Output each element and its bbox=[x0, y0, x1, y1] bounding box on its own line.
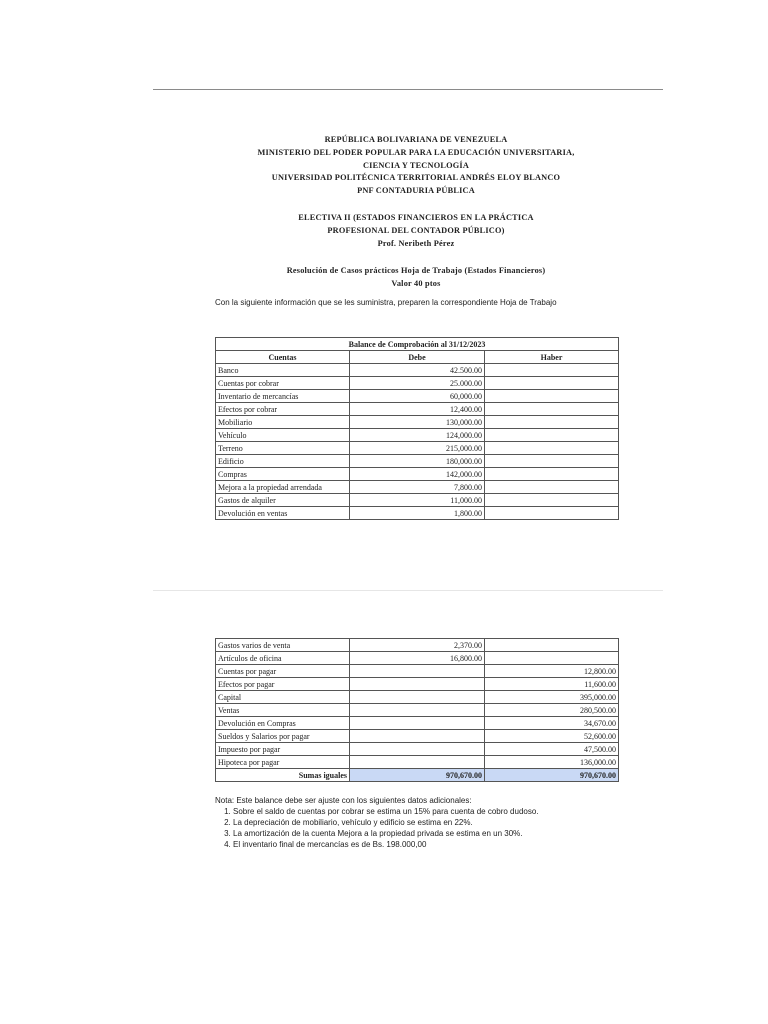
haber-cell bbox=[485, 455, 619, 468]
haber-cell: 52,600.00 bbox=[485, 730, 619, 743]
haber-cell: 34,670.00 bbox=[485, 717, 619, 730]
total-haber: 970,670.00 bbox=[485, 769, 619, 782]
header-line: CIENCIA Y TECNOLOGÍA bbox=[362, 160, 470, 170]
table-row bbox=[216, 455, 619, 468]
adjustment-notes bbox=[215, 795, 635, 850]
note-item: 3. La amortización de la cuenta Mejora a la propiedad privada se estima en un 30%. bbox=[233, 828, 635, 839]
account-cell: Sueldos y Salarios por pagar bbox=[216, 730, 350, 743]
debe-cell: 142,000.00 bbox=[350, 468, 485, 481]
haber-cell bbox=[485, 468, 619, 481]
total-debe: 970,670.00 bbox=[350, 769, 485, 782]
table-row bbox=[216, 390, 619, 403]
table-row bbox=[216, 429, 619, 442]
account-cell: Mejora a la propiedad arrendada bbox=[216, 481, 350, 494]
table-row bbox=[216, 730, 619, 743]
account-cell: Capital bbox=[216, 691, 350, 704]
account-cell: Ventas bbox=[216, 704, 350, 717]
course-line: PROFESIONAL DEL CONTADOR PÚBLICO) bbox=[327, 225, 505, 235]
haber-cell bbox=[485, 639, 619, 652]
debe-cell: 130,000.00 bbox=[350, 416, 485, 429]
header-line: PNF CONTADURIA PÚBLICA bbox=[357, 186, 475, 196]
col-header-cuentas: Cuentas bbox=[216, 351, 350, 364]
debe-cell: 60,000.00 bbox=[350, 390, 485, 403]
table-row bbox=[216, 416, 619, 429]
haber-cell bbox=[485, 494, 619, 507]
account-cell: Artículos de oficina bbox=[216, 652, 350, 665]
professor-name: Prof. Neribeth Pérez bbox=[377, 238, 455, 248]
debe-cell bbox=[350, 730, 485, 743]
note-item: 4. El inventario final de mercancías es de Bs. 198.000,00 bbox=[233, 839, 635, 850]
table-row bbox=[216, 494, 619, 507]
top-divider bbox=[153, 89, 663, 90]
col-header-debe: Debe bbox=[350, 351, 485, 364]
account-cell: Gastos varios de venta bbox=[216, 639, 350, 652]
table-row bbox=[216, 691, 619, 704]
table-row bbox=[216, 704, 619, 717]
table-title: Balance de Comprobación al 31/12/2023 bbox=[216, 338, 619, 351]
haber-cell bbox=[485, 481, 619, 494]
account-cell: Vehículo bbox=[216, 429, 350, 442]
haber-cell: 11,600.00 bbox=[485, 678, 619, 691]
haber-cell bbox=[485, 442, 619, 455]
debe-cell: 7,800.00 bbox=[350, 481, 485, 494]
debe-cell: 1,800.00 bbox=[350, 507, 485, 520]
debe-cell bbox=[350, 678, 485, 691]
account-cell: Hipoteca por pagar bbox=[216, 756, 350, 769]
balance-table-part1 bbox=[215, 337, 619, 520]
haber-cell bbox=[485, 429, 619, 442]
account-cell: Efectos por pagar bbox=[216, 678, 350, 691]
table-row bbox=[216, 377, 619, 390]
header-line: REPÚBLICA BOLIVARIANA DE VENEZUELA bbox=[324, 135, 508, 144]
debe-cell bbox=[350, 743, 485, 756]
table-row bbox=[216, 743, 619, 756]
debe-cell bbox=[350, 691, 485, 704]
header-line: MINISTERIO DEL PODER POPULAR PARA LA EDUCACIÓN UNIVERSITARIA, bbox=[257, 147, 575, 157]
debe-cell: 180,000.00 bbox=[350, 455, 485, 468]
haber-cell bbox=[485, 507, 619, 520]
account-cell: Devolución en ventas bbox=[216, 507, 350, 520]
haber-cell: 395,000.00 bbox=[485, 691, 619, 704]
totals-label: Sumas iguales bbox=[216, 769, 350, 782]
resolution-title: Resolución de Casos prácticos Hoja de Trabajo (Estados Financieros) bbox=[286, 266, 546, 275]
debe-cell bbox=[350, 756, 485, 769]
note-item: 1. Sobre el saldo de cuentas por cobrar se estima un 15% para cuenta de cobro dudoso. bbox=[233, 806, 635, 817]
haber-cell: 136,000.00 bbox=[485, 756, 619, 769]
institution-header bbox=[160, 134, 672, 198]
account-cell: Efectos por cobrar bbox=[216, 403, 350, 416]
haber-cell: 47,500.00 bbox=[485, 743, 619, 756]
balance-table-part2 bbox=[215, 638, 619, 782]
debe-cell bbox=[350, 704, 485, 717]
resolution-value: Valor 40 ptos bbox=[391, 278, 441, 288]
debe-cell bbox=[350, 665, 485, 678]
table-row bbox=[216, 652, 619, 665]
account-cell: Cuentas por cobrar bbox=[216, 377, 350, 390]
account-cell: Compras bbox=[216, 468, 350, 481]
haber-cell: 280,500.00 bbox=[485, 704, 619, 717]
debe-cell bbox=[350, 717, 485, 730]
account-cell: Devolución en Compras bbox=[216, 717, 350, 730]
intro-text: Con la siguiente información que se les suministra, preparen la correspondiente Hoja de Trabajo bbox=[215, 298, 557, 307]
account-cell: Cuentas por pagar bbox=[216, 665, 350, 678]
course-header bbox=[160, 212, 672, 250]
debe-cell: 11,000.00 bbox=[350, 494, 485, 507]
account-cell: Banco bbox=[216, 364, 350, 377]
table-row bbox=[216, 442, 619, 455]
debe-cell: 2,370.00 bbox=[350, 639, 485, 652]
haber-cell bbox=[485, 416, 619, 429]
table-row bbox=[216, 468, 619, 481]
account-cell: Impuesto por pagar bbox=[216, 743, 350, 756]
haber-cell bbox=[485, 403, 619, 416]
col-header-haber: Haber bbox=[485, 351, 619, 364]
account-cell: Mobiliario bbox=[216, 416, 350, 429]
table-row bbox=[216, 403, 619, 416]
table-row bbox=[216, 665, 619, 678]
table-row bbox=[216, 639, 619, 652]
table-row bbox=[216, 481, 619, 494]
debe-cell: 25.000.00 bbox=[350, 377, 485, 390]
page-break-divider bbox=[153, 590, 663, 591]
haber-cell bbox=[485, 652, 619, 665]
account-cell: Inventario de mercancías bbox=[216, 390, 350, 403]
header-line: UNIVERSIDAD POLITÉCNICA TERRITORIAL ANDRÉS ELOY BLANCO bbox=[271, 173, 561, 183]
haber-cell bbox=[485, 377, 619, 390]
debe-cell: 124,000.00 bbox=[350, 429, 485, 442]
table-row bbox=[216, 717, 619, 730]
haber-cell: 12,800.00 bbox=[485, 665, 619, 678]
account-cell: Edificio bbox=[216, 455, 350, 468]
totals-row bbox=[216, 769, 619, 782]
course-line: ELECTIVA II (ESTADOS FINANCIEROS EN LA PRÁCTICA bbox=[298, 213, 534, 222]
table-row bbox=[216, 678, 619, 691]
debe-cell: 16,800.00 bbox=[350, 652, 485, 665]
resolution-header bbox=[160, 265, 672, 291]
account-cell: Gastos de alquiler bbox=[216, 494, 350, 507]
table-row bbox=[216, 364, 619, 377]
table-row bbox=[216, 756, 619, 769]
debe-cell: 42.500.00 bbox=[350, 364, 485, 377]
debe-cell: 12,400.00 bbox=[350, 403, 485, 416]
notes-title: Nota: Este balance debe ser ajuste con los siguientes datos adicionales: bbox=[215, 796, 472, 805]
notes-list bbox=[215, 806, 635, 850]
account-cell: Terreno bbox=[216, 442, 350, 455]
haber-cell bbox=[485, 390, 619, 403]
table-row bbox=[216, 507, 619, 520]
debe-cell: 215,000.00 bbox=[350, 442, 485, 455]
note-item: 2. La depreciación de mobiliario, vehículo y edificio se estima en 22%. bbox=[233, 817, 635, 828]
haber-cell bbox=[485, 364, 619, 377]
